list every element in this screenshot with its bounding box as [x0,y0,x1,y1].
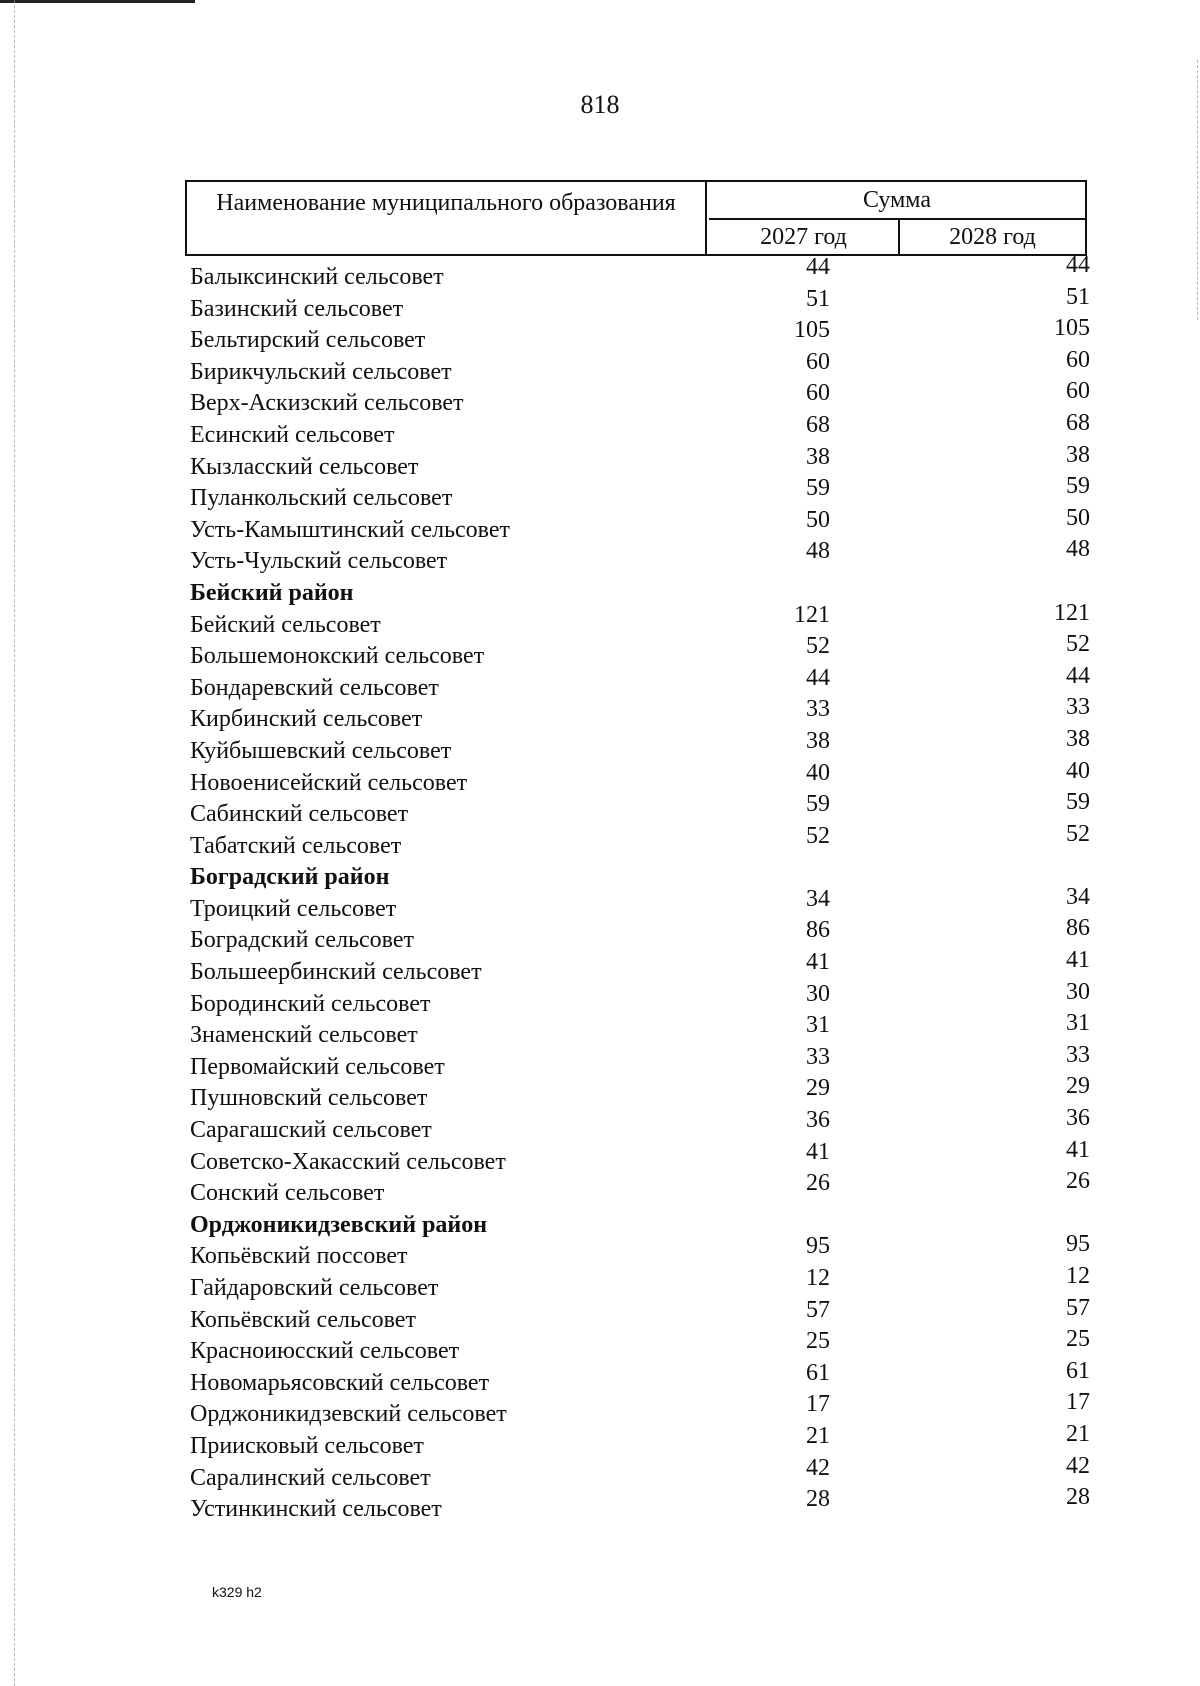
table-row [190,1168,1100,1207]
table-row [190,536,1100,575]
amount-2028: 26 [1066,1168,1090,1195]
amount-2028: 41 [1066,947,1090,974]
amount-2028: 51 [1066,283,1090,310]
amount-2027: 50 [806,506,830,533]
municipality-name: Пушновский сельсовет [190,1085,428,1112]
column-header-name: Наименование муниципального образования [187,182,707,254]
municipality-name: Сонский сельсовет [190,1180,385,1207]
district-heading-row [190,858,1100,890]
amount-2028: 33 [1066,694,1090,721]
amount-2027: 17 [806,1391,830,1418]
municipality-name: Устинкинский сельсовет [190,1496,442,1523]
table-row [190,1010,1100,1049]
table-row [190,978,1100,1017]
amount-2028: 48 [1066,536,1090,563]
amount-2028: 121 [1054,599,1090,626]
amount-2028: 29 [1066,1073,1090,1100]
table-row [190,1484,1100,1523]
municipality-name: Новомарьясовский сельсовет [190,1369,490,1396]
table-row [190,1389,1100,1428]
municipality-name: Куйбышевский сельсовет [190,737,452,764]
municipality-name: Есинский сельсовет [190,421,395,448]
amount-2027: 38 [806,443,830,470]
amount-2027: 36 [806,1107,830,1134]
amount-2028: 34 [1066,883,1090,910]
municipality-name: Базинский сельсовет [190,295,404,322]
municipality-name: Кызласский сельсовет [190,453,419,480]
scan-edge-left [14,0,16,1686]
municipality-name: Копьёвский сельсовет [190,1306,416,1333]
table-row [190,504,1100,543]
municipality-name: Гайдаровский сельсовет [190,1275,439,1301]
municipality-name: Верх-Аскизский сельсовет [190,390,464,417]
amount-2027: 12 [806,1265,830,1291]
amount-2028: 95 [1066,1231,1090,1258]
amount-2028: 40 [1066,757,1090,784]
amount-2027: 44 [806,254,830,280]
table-row [190,1452,1100,1491]
table-row [190,631,1100,670]
amount-2027: 95 [806,1233,830,1260]
table-row [190,599,1100,638]
amount-2028: 105 [1054,315,1090,342]
table-header [185,180,1087,256]
municipality-name: Большеербинский сельсовет [190,959,482,986]
table-row [190,252,1100,290]
amount-2027: 61 [806,1359,830,1386]
amount-2027: 42 [806,1454,830,1481]
amount-2027: 41 [806,949,830,976]
municipality-name: Знаменский сельсовет [190,1022,418,1049]
district-name: Боградский район [190,864,390,891]
table-row [190,1420,1100,1459]
amount-2027: 29 [806,1075,830,1102]
table-row [190,1136,1100,1175]
municipality-name: Бейский сельсовет [190,611,381,638]
municipality-name: Орджоникидзевский сельсовет [190,1401,507,1428]
amount-2027: 40 [806,759,830,786]
municipality-name: Советско-Хакасский сельсовет [190,1148,506,1175]
amount-2027: 59 [806,475,830,502]
amount-2028: 17 [1066,1389,1090,1416]
amount-2028: 30 [1066,978,1090,1005]
amount-2027: 105 [794,317,830,344]
amount-2028: 52 [1066,631,1090,658]
amount-2028: 59 [1066,789,1090,816]
table-row [190,283,1100,322]
amount-2027: 25 [806,1328,830,1355]
amount-2028: 60 [1066,346,1090,373]
amount-2027: 60 [806,380,830,407]
municipality-name: Новоенисейский сельсовет [190,769,468,796]
table-row [190,1105,1100,1144]
amount-2028: 31 [1066,1010,1090,1037]
amount-2028: 38 [1066,441,1090,468]
amount-2027: 60 [806,348,830,375]
municipality-name: Бондаревский сельсовет [190,674,439,701]
district-heading-row [190,574,1100,606]
municipality-name: Боградский сельсовет [190,927,414,954]
table-row [190,473,1100,512]
amount-2028: 41 [1066,1136,1090,1163]
table-row [190,694,1100,733]
amount-2028: 86 [1066,915,1090,942]
amount-2027: 41 [806,1138,830,1165]
table-row [190,820,1100,859]
amount-2028: 36 [1066,1105,1090,1132]
amount-2028: 44 [1066,662,1090,689]
amount-2027: 38 [806,727,830,754]
amount-2027: 34 [806,885,830,912]
municipality-name: Усть-Чульский сельсовет [190,548,448,575]
amount-2028: 50 [1066,504,1090,531]
amount-2028: 57 [1066,1294,1090,1321]
table-row [190,1073,1100,1112]
column-header-sum: Сумма [709,182,1085,220]
scan-edge-mark [0,0,195,3]
amount-2028: 44 [1066,252,1090,278]
amount-2028: 38 [1066,725,1090,752]
page-number: 818 [580,90,620,119]
municipality-name: Троицкий сельсовет [190,895,397,922]
column-header-2028: 2028 год [949,224,1036,250]
table-row [190,315,1100,354]
amount-2027: 30 [806,980,830,1007]
amount-2027: 52 [806,822,830,849]
amount-2027: 26 [806,1170,830,1197]
municipality-name: Копьёвский поссовет [190,1243,408,1270]
amount-2028: 33 [1066,1041,1090,1068]
amount-2027: 68 [806,411,830,438]
amount-2027: 59 [806,791,830,818]
table-row [190,1263,1100,1301]
table-row [190,1041,1100,1080]
amount-2027: 86 [806,917,830,944]
municipality-name: Бельтирский сельсовет [190,327,426,354]
amount-2028: 25 [1066,1326,1090,1353]
municipality-name: Саралинский сельсовет [190,1464,431,1491]
table-row [190,947,1100,986]
table-row [190,757,1100,796]
amount-2027: 121 [794,601,830,628]
table-row [190,1231,1100,1270]
table-row [190,662,1100,701]
municipality-name: Бородинский сельсовет [190,990,431,1017]
table-row [190,1357,1100,1396]
district-name: Бейский район [190,579,354,606]
municipality-name: Балыксинский сельсовет [190,264,444,290]
amount-2028: 42 [1066,1452,1090,1479]
municipality-name: Сабинский сельсовет [190,801,409,828]
amount-2028: 52 [1066,820,1090,847]
municipality-name: Бирикчульский сельсовет [190,358,452,385]
table-body [190,252,1100,1523]
district-name: Орджоникидзевский район [190,1211,488,1238]
table-row [190,1326,1100,1365]
table-row [190,883,1100,922]
table-row [190,915,1100,954]
table-row [190,789,1100,828]
amount-2027: 33 [806,1043,830,1070]
municipality-name: Пуланкольский сельсовет [190,485,453,512]
amount-2027: 57 [806,1296,830,1323]
document-code: k329 h2 [212,1584,262,1600]
amount-2028: 68 [1066,409,1090,436]
amount-2027: 33 [806,696,830,723]
table-row [190,378,1100,417]
amount-2027: 52 [806,633,830,660]
amount-2027: 21 [806,1422,830,1449]
table-row [190,346,1100,385]
amount-2027: 31 [806,1012,830,1039]
table-row [190,1294,1100,1333]
municipality-name: Красноиюсский сельсовет [190,1338,460,1365]
municipality-name: Сарагашский сельсовет [190,1117,432,1144]
amount-2028: 61 [1066,1357,1090,1384]
amount-2027: 44 [806,664,830,691]
table-row [190,441,1100,480]
municipality-name: Усть-Камыштинский сельсовет [190,516,511,543]
municipality-name: Первомайский сельсовет [190,1053,445,1080]
amount-2028: 21 [1066,1420,1090,1447]
amount-2028: 60 [1066,378,1090,405]
table-row [190,409,1100,448]
column-header-2027: 2027 год [709,220,900,254]
municipality-name: Приисковый сельсовет [190,1432,424,1459]
table-row [190,725,1100,764]
district-heading-row [190,1206,1100,1238]
amount-2028: 12 [1066,1263,1090,1289]
municipality-name: Кирбинский сельсовет [190,706,423,733]
municipality-name: Большемонокский сельсовет [190,643,485,670]
amount-2027: 48 [806,538,830,565]
amount-2028: 28 [1066,1484,1090,1511]
municipality-name: Табатский сельсовет [190,832,402,859]
amount-2028: 59 [1066,473,1090,500]
amount-2027: 28 [806,1486,830,1513]
amount-2027: 51 [806,285,830,312]
